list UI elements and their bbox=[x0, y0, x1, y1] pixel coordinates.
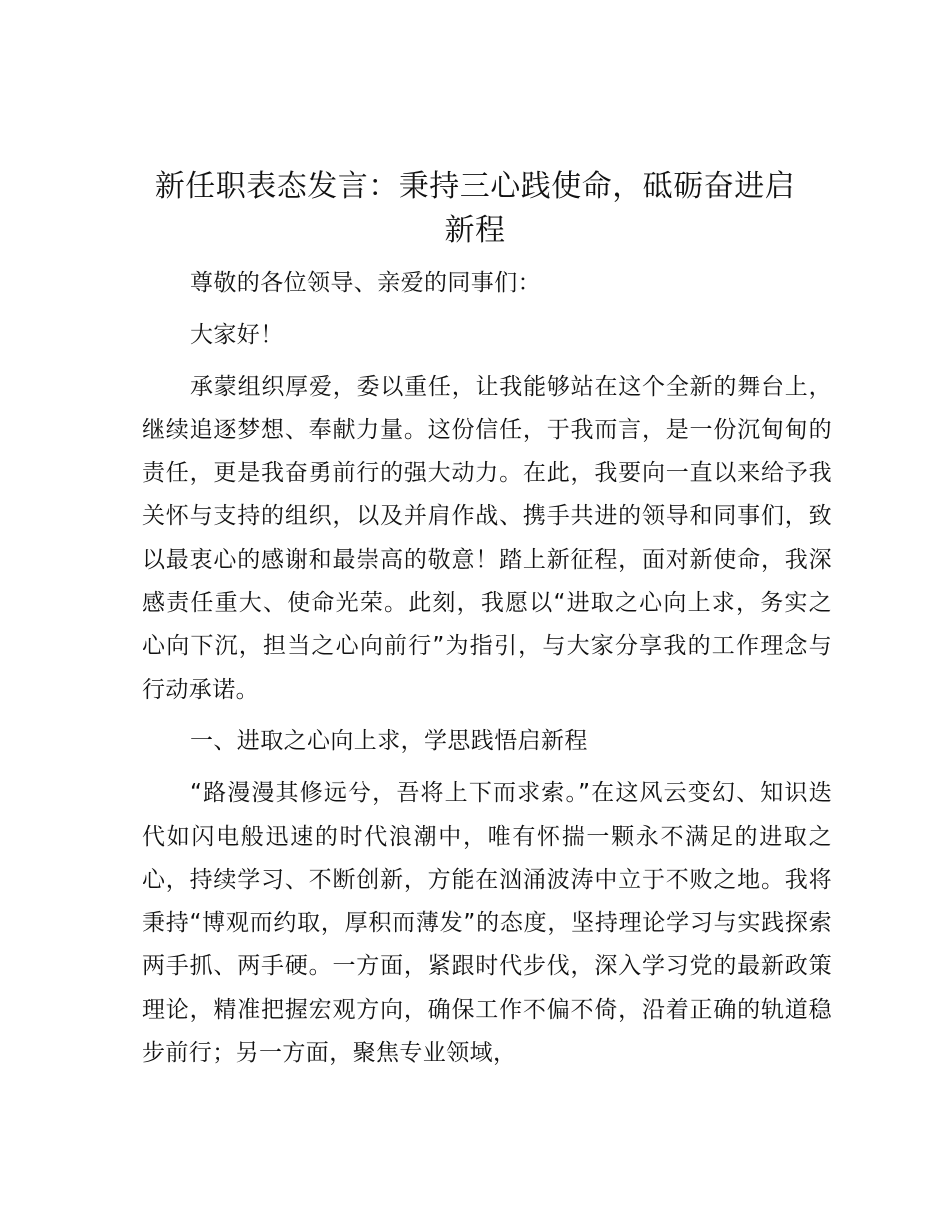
intro-paragraph: 承蒙组织厚爱，委以重任，让我能够站在这个全新的舞台上，继续追逐梦想、奉献力量。这份信任，于我而言，是一份沉甸甸的责任，更是我奋勇前行的强大动力。在此，我要向一直以来给予我关怀与支持的组织，以及并肩作战、携手共进的领导和同事们，致以最衷心的感谢和最崇高的敬意！踏上新征程，面对新使命，我深感责任重大、使命光荣。此刻，我愿以“进取之心向上求，务实之心向下沉，担当之心向前行”为指引，与大家分享我的工作理念与行动承诺。 bbox=[142, 373, 832, 703]
document-body bbox=[142, 262, 832, 1084]
section-heading: 一、进取之心向上求，学思践悟启新程 bbox=[190, 728, 588, 755]
section-paragraph: “路漫漫其修远兮，吾将上下而求索。”在这风云变幻、知识迭代如闪电般迅速的时代浪潮中，唯有怀揣一颗永不满足的进取之心，持续学习、不断创新，方能在汹涌波涛中立于不败之地。我将秉持“博观而约取，厚积而薄发”的态度，坚持理论学习与实践探索两手抓、两手硬。一方面，紧跟时代步伐，深入学习党的最新政策理论，精准把握宏观方向，确保工作不偏不倚，沿着正确的轨道稳步前行；另一方面，聚焦专业领域， bbox=[142, 780, 832, 1067]
salutation-paragraph: 尊敬的各位领导、亲爱的同事们： bbox=[190, 270, 541, 296]
document-title: 新任职表态发言：秉持三心践使命，砥砺奋进启新程 bbox=[154, 169, 796, 248]
greeting-paragraph: 大家好！ bbox=[190, 321, 284, 348]
